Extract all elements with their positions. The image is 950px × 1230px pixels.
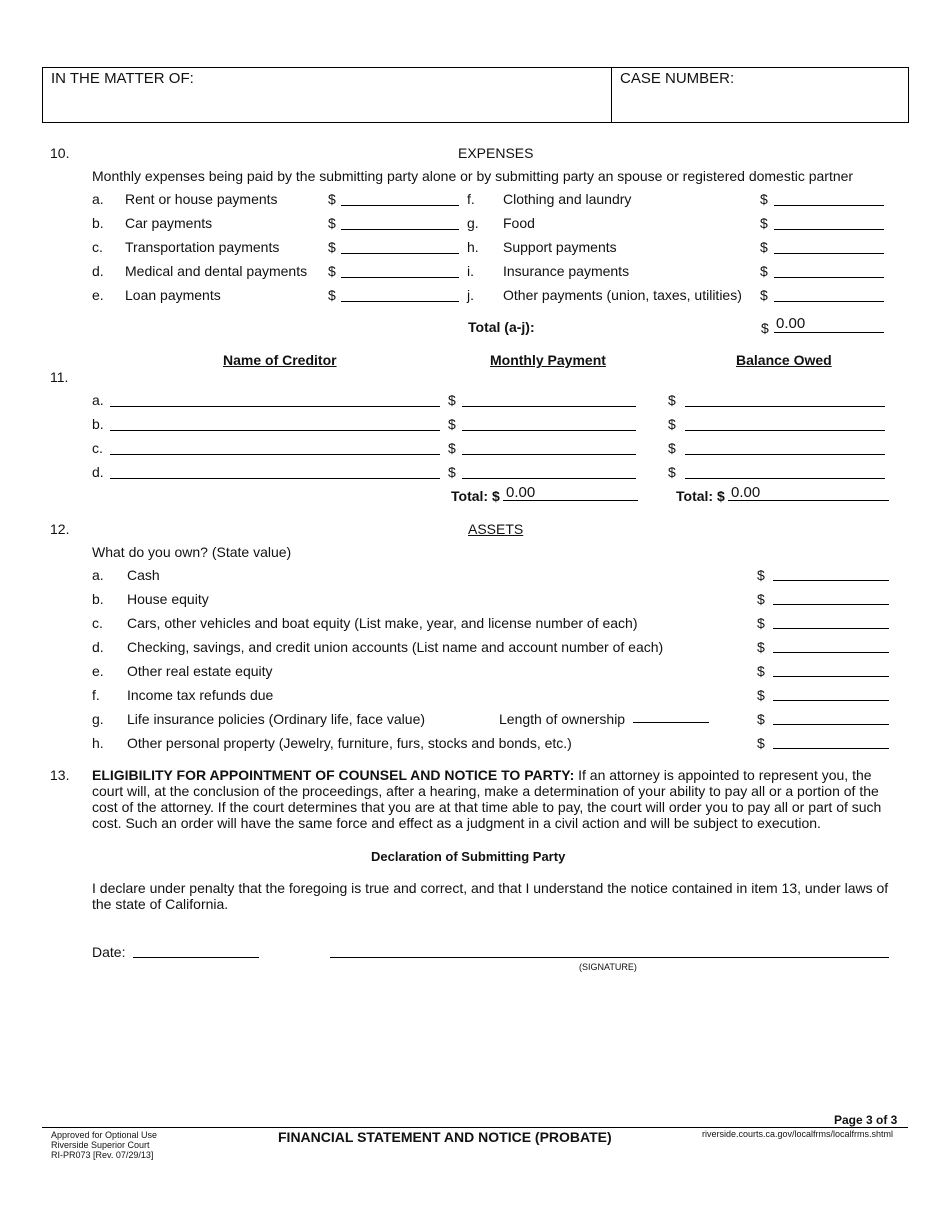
footer-rule (42, 1127, 908, 1128)
page-number: Page 3 of 3 (834, 1113, 898, 1127)
asset-letter: f. (92, 687, 100, 703)
asset-value-field[interactable] (773, 628, 889, 629)
currency-sign: $ (760, 287, 768, 303)
expenses-intro: Monthly expenses being paid by the submitting party alone or by submitting party an spouse or registered domestic partner (92, 168, 854, 184)
eligibility-number: 13. (50, 767, 70, 783)
expense-label: Transportation payments (125, 239, 280, 255)
declaration-text: I declare under penalty that the foregoing is true and correct, and that I understand the notice contained in item 13, under laws of the state of California. (92, 880, 889, 912)
creditor-letter: d. (92, 464, 104, 480)
expense-letter: a. (92, 191, 104, 207)
expense-label: Medical and dental payments (125, 263, 308, 279)
currency-sign: $ (760, 239, 768, 255)
currency-sign: $ (757, 591, 765, 607)
expenses-total-value[interactable]: 0.00 (776, 315, 806, 332)
expense-label: Clothing and laundry (503, 191, 632, 207)
monthly-total-value[interactable]: 0.00 (506, 484, 536, 501)
asset-label: House equity (127, 591, 209, 607)
expense-amount-field[interactable] (774, 229, 884, 230)
expense-amount-field[interactable] (341, 253, 459, 254)
monthly-total-label: Total: $ (451, 488, 500, 504)
balance-total-value[interactable]: 0.00 (731, 484, 761, 501)
asset-value-field[interactable] (773, 700, 889, 701)
expense-label: Insurance payments (503, 263, 630, 279)
creditors-number: 11. (50, 369, 69, 385)
currency-sign: $ (668, 440, 676, 456)
expense-amount-field[interactable] (774, 253, 884, 254)
currency-sign: $ (328, 263, 336, 279)
asset-label: Income tax refunds due (127, 687, 274, 703)
asset-value-field[interactable] (773, 652, 889, 653)
currency-sign: $ (757, 615, 765, 631)
date-label: Date: (92, 944, 126, 960)
expense-amount-field[interactable] (341, 277, 459, 278)
creditor-name-field[interactable] (110, 430, 440, 431)
currency-sign: $ (757, 735, 765, 751)
currency-sign: $ (668, 416, 676, 432)
asset-value-field[interactable] (773, 580, 889, 581)
header-divider (611, 68, 612, 122)
assets-number: 12. (50, 521, 70, 537)
expense-amount-field[interactable] (774, 301, 884, 302)
case-header-box (42, 67, 909, 123)
currency-sign: $ (760, 215, 768, 231)
expense-amount-field[interactable] (341, 229, 459, 230)
expense-label: Food (503, 215, 535, 231)
case-number-label: CASE NUMBER: (620, 70, 735, 87)
creditor-name-field[interactable] (110, 478, 440, 479)
ownership-length-field[interactable] (633, 722, 709, 723)
form-code: RI-PR073 [Rev. 07/29/13] (51, 1150, 154, 1160)
asset-letter: e. (92, 663, 104, 679)
expense-letter: j. (467, 287, 474, 303)
currency-sign: $ (448, 464, 456, 480)
balance-total-field (728, 500, 889, 501)
asset-label: Cash (127, 567, 160, 583)
currency-sign: $ (448, 440, 456, 456)
expense-amount-field[interactable] (774, 205, 884, 206)
currency-sign: $ (328, 215, 336, 231)
form-title: FINANCIAL STATEMENT AND NOTICE (PROBATE) (278, 1129, 612, 1145)
currency-sign: $ (760, 263, 768, 279)
ownership-label: Length of ownership (499, 711, 626, 727)
monthly-payment-header: Monthly Payment (490, 352, 606, 368)
expense-letter: i. (467, 263, 474, 279)
signature-label: (SIGNATURE) (579, 962, 637, 972)
asset-value-field[interactable] (773, 604, 889, 605)
creditor-name-field[interactable] (110, 454, 440, 455)
currency-sign: $ (328, 239, 336, 255)
currency-sign: $ (757, 687, 765, 703)
declaration-title: Declaration of Submitting Party (371, 849, 566, 864)
eligibility-body: If an attorney is appointed to represent you, the court will, at the conclusion of the proceedings, after a hearing, make a determination of your ability to pay all or a portion of the cost of the attorney. If the court determines that you are at that time able to pay, the court will order you to pay all or part of such cost. Such an order will have the same force and effect as a judgment in a civil action and will be subject to execution. (92, 767, 882, 831)
currency-sign: $ (668, 464, 676, 480)
expenses-total-label: Total (a-j): (468, 319, 535, 335)
currency-sign: $ (760, 191, 768, 207)
balance-owed-field[interactable] (685, 454, 885, 455)
expense-amount-field[interactable] (341, 301, 459, 302)
asset-label: Life insurance policies (Ordinary life, face value) (127, 711, 426, 727)
eligibility-heading: ELIGIBILITY FOR APPOINTMENT OF COUNSEL AND NOTICE TO PARTY: (92, 767, 575, 783)
expense-letter: b. (92, 215, 104, 231)
expense-label: Other payments (union, taxes, utilities) (503, 287, 742, 303)
asset-label: Cars, other vehicles and boat equity (List make, year, and license number of each) (127, 615, 638, 631)
currency-sign: $ (448, 392, 456, 408)
matter-label: IN THE MATTER OF: (51, 70, 194, 87)
court-url: riverside.courts.ca.gov/localfrms/localfrms.shtml (702, 1129, 894, 1139)
asset-value-field[interactable] (773, 724, 889, 725)
monthly-total-field (503, 500, 638, 501)
asset-letter: c. (92, 615, 103, 631)
expense-letter: g. (467, 215, 479, 231)
asset-letter: a. (92, 567, 104, 583)
approved-line-2: Riverside Superior Court (51, 1140, 150, 1150)
monthly-payment-field[interactable] (462, 454, 636, 455)
expense-amount-field[interactable] (341, 205, 459, 206)
date-field[interactable] (133, 957, 259, 958)
expense-label: Support payments (503, 239, 617, 255)
currency-sign: $ (328, 191, 336, 207)
eligibility-paragraph (92, 767, 892, 831)
asset-letter: d. (92, 639, 104, 655)
signature-field[interactable] (330, 957, 889, 958)
balance-total-label: Total: $ (676, 488, 725, 504)
balance-owed-field[interactable] (685, 430, 885, 431)
expenses-total-field (774, 332, 884, 333)
currency-sign: $ (757, 639, 765, 655)
asset-letter: b. (92, 591, 104, 607)
currency-sign: $ (448, 416, 456, 432)
expense-letter: d. (92, 263, 104, 279)
asset-value-field[interactable] (773, 676, 889, 677)
creditor-letter: b. (92, 416, 104, 432)
asset-label: Other personal property (Jewelry, furniture, furs, stocks and bonds, etc.) (127, 735, 572, 751)
expense-letter: e. (92, 287, 104, 303)
expense-label: Loan payments (125, 287, 221, 303)
currency-sign: $ (757, 711, 765, 727)
balance-owed-field[interactable] (685, 478, 885, 479)
assets-intro: What do you own? (State value) (92, 544, 292, 560)
currency-sign: $ (328, 287, 336, 303)
creditor-letter: c. (92, 440, 103, 456)
monthly-payment-field[interactable] (462, 478, 636, 479)
expense-letter: c. (92, 239, 103, 255)
expense-letter: h. (467, 239, 479, 255)
expense-label: Car payments (125, 215, 213, 231)
asset-label: Checking, savings, and credit union accounts (List name and account number of each) (127, 639, 664, 655)
expenses-title: EXPENSES (458, 145, 534, 161)
balance-owed-header: Balance Owed (736, 352, 832, 368)
approved-line-1: Approved for Optional Use (51, 1130, 158, 1140)
monthly-payment-field[interactable] (462, 430, 636, 431)
creditor-name-header: Name of Creditor (223, 352, 337, 368)
asset-label: Other real estate equity (127, 663, 273, 679)
asset-letter: h. (92, 735, 104, 751)
expense-letter: f. (467, 191, 475, 207)
currency-sign: $ (761, 320, 769, 336)
expenses-number: 10. (50, 145, 70, 161)
asset-letter: g. (92, 711, 104, 727)
currency-sign: $ (757, 663, 765, 679)
currency-sign: $ (668, 392, 676, 408)
assets-title: ASSETS (468, 521, 524, 537)
expense-label: Rent or house payments (125, 191, 278, 207)
creditor-letter: a. (92, 392, 104, 408)
balance-owed-field[interactable] (685, 406, 885, 407)
currency-sign: $ (757, 567, 765, 583)
asset-value-field[interactable] (773, 748, 889, 749)
creditor-name-field[interactable] (110, 406, 440, 407)
expense-amount-field[interactable] (774, 277, 884, 278)
monthly-payment-field[interactable] (462, 406, 636, 407)
